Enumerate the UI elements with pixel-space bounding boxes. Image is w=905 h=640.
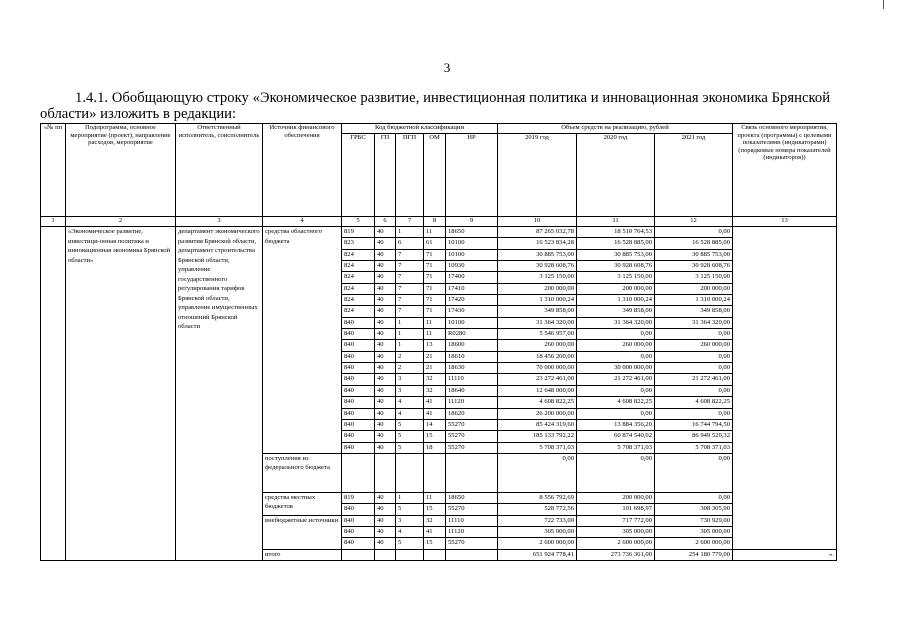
code-gp: 40 (375, 306, 396, 317)
code-om: 71 (424, 249, 446, 260)
amount-2021: 260 000,00 (655, 340, 733, 351)
code-np: R0280 (446, 329, 498, 340)
header-source: Источник финансового обеспечения (263, 124, 342, 217)
index-cell: 12 (655, 217, 733, 227)
executor: департамент экономического развития Брянской области, департамент строительства Брянской области, управление государственного регулирования тарифов Брянской области, управление имущественных отношений Брянской области (176, 227, 263, 561)
page-number: 3 (443, 60, 451, 75)
header-row-top (41, 124, 837, 134)
code-gp: 40 (375, 419, 396, 430)
code-grbs: 840 (342, 340, 375, 351)
amount-2019: 87 265 032,78 (498, 227, 577, 238)
amount-2020: 717 772,00 (577, 515, 655, 526)
amount-2020: 260 000,00 (577, 340, 655, 351)
code-np: 10930 (446, 261, 498, 272)
amount-2020: 30 928 608,76 (577, 261, 655, 272)
code-gp: 40 (375, 295, 396, 306)
code-gp: 40 (375, 238, 396, 249)
code-om: 32 (424, 374, 446, 385)
index-cell: 2 (66, 217, 176, 227)
amount-2019: 26 200 000,00 (498, 408, 577, 419)
code-om: 41 (424, 408, 446, 419)
amount-2019: 18 456 200,00 (498, 351, 577, 362)
code-om: 15 (424, 431, 446, 442)
amount-2020: 60 874 540,02 (577, 431, 655, 442)
amount-2020: 349 858,00 (577, 306, 655, 317)
code-grbs: 840 (342, 351, 375, 362)
amount-2020: 200 000,00 (577, 492, 655, 503)
code-np: 18620 (446, 408, 498, 419)
amount-2021: 0,00 (655, 385, 733, 396)
total-2020: 273 736 361,00 (577, 549, 655, 560)
amount-2019: 305 000,00 (498, 526, 577, 537)
amount-2019: 0,00 (498, 453, 577, 492)
header-volume: Объем средств на реализацию, рублей (498, 124, 733, 134)
amount-2019: 70 000 000,00 (498, 363, 577, 374)
code-grbs: 840 (342, 374, 375, 385)
header-np: НР (446, 134, 498, 217)
header-program: Подпрограмма, основное мероприятие (проект), направление расходов, мероприятие (66, 124, 176, 217)
code-pgp: 5 (396, 431, 424, 442)
amount-2020: 18 510 764,53 (577, 227, 655, 238)
code-pgp: 3 (396, 515, 424, 526)
header-2021: 2021 год (655, 134, 733, 217)
amount-2020: 21 272 461,00 (577, 374, 655, 385)
code-np: 11110 (446, 374, 498, 385)
code-pgp: 7 (396, 295, 424, 306)
code-grbs: 840 (342, 419, 375, 430)
code-pgp: 1 (396, 340, 424, 351)
code-empty (446, 549, 498, 560)
code-grbs: 840 (342, 397, 375, 408)
code-om: 71 (424, 272, 446, 283)
amount-2020: 2 600 000,00 (577, 538, 655, 549)
amount-2020: 30 885 753,00 (577, 249, 655, 260)
code-gp: 40 (375, 329, 396, 340)
code-np: 17400 (446, 272, 498, 283)
code-np: 11120 (446, 397, 498, 408)
amount-2021: 5 708 371,03 (655, 442, 733, 453)
amount-2021: 0,00 (655, 492, 733, 503)
code-gp: 40 (375, 385, 396, 396)
amount-2019: 185 133 792,22 (498, 431, 577, 442)
code-gp: 40 (375, 283, 396, 294)
amount-2019: 3 125 150,00 (498, 272, 577, 283)
header-gp: ГП (375, 134, 396, 217)
code-om: 71 (424, 261, 446, 272)
code-np: 10100 (446, 249, 498, 260)
code-grbs: 840 (342, 442, 375, 453)
code-gp: 40 (375, 526, 396, 537)
code-pgp: 7 (396, 249, 424, 260)
amount-2021: 308 305,90 (655, 504, 733, 515)
code-pgp: 1 (396, 492, 424, 503)
header-grbs: ГРБС (342, 134, 375, 217)
index-cell: 11 (577, 217, 655, 227)
code-om: 21 (424, 363, 446, 374)
code-om: 32 (424, 515, 446, 526)
budget-table (40, 123, 837, 561)
code-om: 15 (424, 504, 446, 515)
code-gp: 40 (375, 340, 396, 351)
code-np: 55270 (446, 419, 498, 430)
code-gp: 40 (375, 272, 396, 283)
program-name: «Экономическое развитие, инвестици-онная политика и инновационная экономика Брянской области» (66, 227, 176, 561)
amount-2019: 200 000,00 (498, 283, 577, 294)
code-grbs: 840 (342, 504, 375, 515)
amount-2021: 3 125 150,00 (655, 272, 733, 283)
code-grbs: 840 (342, 363, 375, 374)
code-grbs: 824 (342, 272, 375, 283)
amount-2020: 5 708 371,03 (577, 442, 655, 453)
amount-2021: 31 364 320,00 (655, 317, 733, 328)
code-gp: 40 (375, 408, 396, 419)
code-om: 11 (424, 227, 446, 238)
code-empty (396, 549, 424, 560)
amount-2020: 4 608 822,25 (577, 397, 655, 408)
amount-2020: 0,00 (577, 453, 655, 492)
amount-2020: 0,00 (577, 329, 655, 340)
code-gp: 40 (375, 492, 396, 503)
index-cell: 5 (342, 217, 375, 227)
amount-2019: 30 928 608,76 (498, 261, 577, 272)
amount-2021: 30 928 608,76 (655, 261, 733, 272)
amount-2020: 16 528 885,00 (577, 238, 655, 249)
code-pgp: 4 (396, 408, 424, 419)
index-row (41, 217, 837, 227)
code-grbs: 840 (342, 431, 375, 442)
code-grbs: 824 (342, 261, 375, 272)
amount-2021: 349 858,00 (655, 306, 733, 317)
code-gp: 40 (375, 317, 396, 328)
code-om: 41 (424, 397, 446, 408)
index-cell: 10 (498, 217, 577, 227)
code-gp: 40 (375, 227, 396, 238)
header-2019: 2019 год (498, 134, 577, 217)
amount-2019: 16 523 834,28 (498, 238, 577, 249)
index-cell: 13 (733, 217, 837, 227)
code-empty (342, 549, 375, 560)
code-np: 10100 (446, 238, 498, 249)
index-cell: 4 (263, 217, 342, 227)
code-pgp: 4 (396, 526, 424, 537)
code-empty (342, 453, 375, 492)
amount-2021: 0,00 (655, 408, 733, 419)
code-gp: 40 (375, 431, 396, 442)
code-grbs: 819 (342, 227, 375, 238)
closing-quote: ». (733, 549, 837, 560)
code-grbs: 823 (342, 238, 375, 249)
amount-2019: 2 600 000,00 (498, 538, 577, 549)
amount-2019: 31 364 320,00 (498, 317, 577, 328)
row-pp (41, 227, 66, 561)
amount-2020: 30 000 000,00 (577, 363, 655, 374)
code-gp: 40 (375, 515, 396, 526)
code-pgp: 1 (396, 227, 424, 238)
code-gp: 40 (375, 504, 396, 515)
code-np: 55270 (446, 538, 498, 549)
code-om: 71 (424, 295, 446, 306)
code-grbs: 824 (342, 283, 375, 294)
code-np: 17430 (446, 306, 498, 317)
code-pgp: 3 (396, 385, 424, 396)
table-row (41, 227, 837, 238)
code-gp: 40 (375, 363, 396, 374)
code-pgp: 3 (396, 374, 424, 385)
code-pgp: 5 (396, 419, 424, 430)
amount-2020: 3 125 150,00 (577, 272, 655, 283)
code-empty (375, 453, 396, 492)
amount-2019: 722 733,00 (498, 515, 577, 526)
code-pgp: 1 (396, 317, 424, 328)
amount-2021: 730 929,00 (655, 515, 733, 526)
code-grbs: 840 (342, 538, 375, 549)
amount-2021: 200 000,00 (655, 283, 733, 294)
code-pgp: 7 (396, 283, 424, 294)
code-gp: 40 (375, 397, 396, 408)
code-grbs: 840 (342, 526, 375, 537)
amount-2021: 0,00 (655, 329, 733, 340)
amount-2020: 1 310 000,24 (577, 295, 655, 306)
code-grbs: 824 (342, 306, 375, 317)
header-executor: Ответственный исполнитель, соисполнитель (176, 124, 263, 217)
code-om: 11 (424, 329, 446, 340)
amount-2019: 349 858,00 (498, 306, 577, 317)
amount-2021: 86 949 520,32 (655, 431, 733, 442)
amount-2019: 260 000,00 (498, 340, 577, 351)
code-om: 41 (424, 526, 446, 537)
index-cell: 7 (396, 217, 424, 227)
amount-2021: 30 885 753,00 (655, 249, 733, 260)
code-om: 14 (424, 419, 446, 430)
code-pgp: 7 (396, 261, 424, 272)
code-om: 11 (424, 317, 446, 328)
header-kbk: Код бюджетной классификации (342, 124, 498, 134)
code-om: 61 (424, 238, 446, 249)
code-pgp: 4 (396, 397, 424, 408)
code-om: 71 (424, 306, 446, 317)
code-grbs: 840 (342, 329, 375, 340)
code-empty (424, 549, 446, 560)
page-edge-mark (883, 0, 884, 9)
header-pgp: ПГП (396, 134, 424, 217)
code-empty (375, 549, 396, 560)
amount-2019: 30 885 753,00 (498, 249, 577, 260)
code-np: 18650 (446, 227, 498, 238)
code-om: 71 (424, 283, 446, 294)
table-body (41, 217, 837, 561)
amount-2021: 16 744 794,50 (655, 419, 733, 430)
header-2020: 2020 год (577, 134, 655, 217)
code-om: 11 (424, 492, 446, 503)
total-2021: 254 180 779,00 (655, 549, 733, 560)
code-pgp: 5 (396, 504, 424, 515)
code-pgp: 7 (396, 306, 424, 317)
code-np: 10100 (446, 317, 498, 328)
code-np: 55270 (446, 504, 498, 515)
amount-2019: 5 708 371,03 (498, 442, 577, 453)
amount-2019: 1 310 000,24 (498, 295, 577, 306)
code-pgp: 6 (396, 238, 424, 249)
source-total: итого (263, 549, 342, 560)
amount-2019: 85 424 319,60 (498, 419, 577, 430)
amount-2020: 0,00 (577, 408, 655, 419)
amount-2020: 200 000,00 (577, 283, 655, 294)
code-pgp: 2 (396, 363, 424, 374)
amount-2019: 12 648 000,00 (498, 385, 577, 396)
amount-2021: 1 310 000,24 (655, 295, 733, 306)
amount-2019: 8 556 792,69 (498, 492, 577, 503)
amount-2019: 23 272 461,00 (498, 374, 577, 385)
amount-2021: 16 528 885,00 (655, 238, 733, 249)
code-pgp: 2 (396, 351, 424, 362)
code-gp: 40 (375, 538, 396, 549)
code-gp: 40 (375, 442, 396, 453)
code-om: 32 (424, 385, 446, 396)
code-grbs: 840 (342, 317, 375, 328)
code-om: 15 (424, 538, 446, 549)
code-np: 18600 (446, 340, 498, 351)
amount-2019: 5 546 957,00 (498, 329, 577, 340)
index-cell: 3 (176, 217, 263, 227)
amount-2021: 0,00 (655, 351, 733, 362)
amount-2019: 528 772,56 (498, 504, 577, 515)
code-grbs: 824 (342, 295, 375, 306)
source-extra: внебюджетные источники (263, 515, 342, 549)
code-np: 11110 (446, 515, 498, 526)
header-om: ОМ (424, 134, 446, 217)
code-gp: 40 (375, 374, 396, 385)
index-cell: 1 (41, 217, 66, 227)
amount-2021: 21 272 461,00 (655, 374, 733, 385)
code-np: 55270 (446, 431, 498, 442)
code-pgp: 5 (396, 538, 424, 549)
amount-2021: 0,00 (655, 227, 733, 238)
code-pgp: 7 (396, 272, 424, 283)
source-federal: поступления из федерального бюджета (263, 453, 342, 492)
code-om: 13 (424, 340, 446, 351)
code-np: 55270 (446, 442, 498, 453)
code-np: 17420 (446, 295, 498, 306)
amendment-heading: 1.4.1. Обобщающую строку «Экономическое развитие, инвестиционная политика и инновационная экономика Брянской области» изложить в редакции: (40, 90, 831, 122)
source-regional: средства областного бюджета (263, 227, 342, 454)
amount-2020: 31 364 320,00 (577, 317, 655, 328)
code-empty (424, 453, 446, 492)
amount-2020: 0,00 (577, 351, 655, 362)
amount-2021: 4 608 822,25 (655, 397, 733, 408)
header-pp: «№ пп (41, 124, 66, 217)
code-np: 11120 (446, 526, 498, 537)
amount-2020: 305 000,00 (577, 526, 655, 537)
code-grbs: 824 (342, 249, 375, 260)
code-np: 18650 (446, 492, 498, 503)
index-cell: 9 (446, 217, 498, 227)
source-local: средства местных бюджетов (263, 492, 342, 515)
code-empty (396, 453, 424, 492)
code-gp: 40 (375, 261, 396, 272)
code-grbs: 819 (342, 492, 375, 503)
index-cell: 8 (424, 217, 446, 227)
code-empty (446, 453, 498, 492)
code-pgp: 1 (396, 329, 424, 340)
code-gp: 40 (375, 249, 396, 260)
amount-2020: 0,00 (577, 385, 655, 396)
amount-2021: 305 000,00 (655, 526, 733, 537)
amount-2021: 0,00 (655, 453, 733, 492)
code-grbs: 840 (342, 385, 375, 396)
amount-2019: 4 608 822,25 (498, 397, 577, 408)
header-link: Связь основного мероприятия, проекта (программы) с целевыми показателями (индикаторами) (порядковые номера показателей (индикаторов)) (733, 124, 837, 217)
link-cell (733, 227, 837, 550)
amount-2021: 0,00 (655, 363, 733, 374)
code-np: 18630 (446, 363, 498, 374)
amount-2020: 13 884 356,20 (577, 419, 655, 430)
total-2019: 651 924 778,41 (498, 549, 577, 560)
amount-2020: 101 698,97 (577, 504, 655, 515)
index-cell: 6 (375, 217, 396, 227)
code-gp: 40 (375, 351, 396, 362)
code-om: 21 (424, 351, 446, 362)
amount-2021: 2 600 000,00 (655, 538, 733, 549)
code-grbs: 840 (342, 515, 375, 526)
code-np: 18640 (446, 385, 498, 396)
code-np: 18610 (446, 351, 498, 362)
code-om: 18 (424, 442, 446, 453)
code-grbs: 840 (342, 408, 375, 419)
code-pgp: 5 (396, 442, 424, 453)
code-np: 17410 (446, 283, 498, 294)
